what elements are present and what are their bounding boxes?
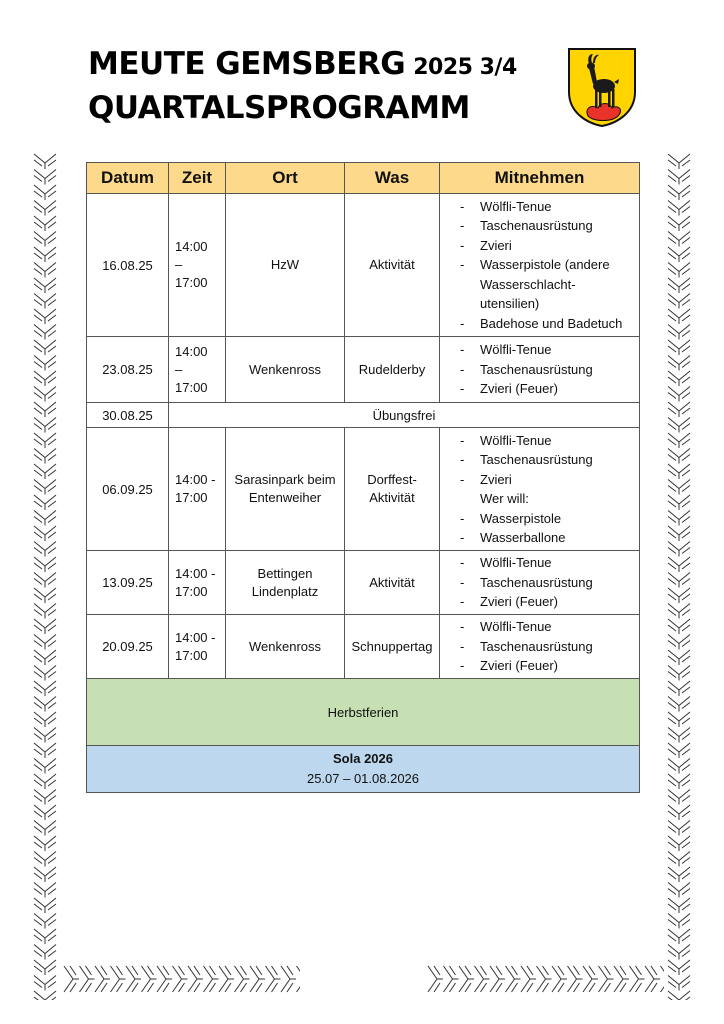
zeit-line: 17:00 — [175, 379, 208, 395]
list-item: - Taschenausrüstung — [456, 360, 633, 380]
sola-title: Sola 2026 — [333, 751, 393, 766]
ort-line: Entenweiher — [248, 490, 322, 505]
cell-ort — [226, 551, 345, 615]
mitnehmen-list — [446, 340, 633, 399]
list-item: - Wölfli-Tenue — [456, 553, 633, 573]
list-item: - Taschenausrüstung — [456, 450, 633, 470]
list-item: utensilien) — [480, 296, 540, 312]
table-header-row — [87, 163, 640, 194]
cell-herbstferien: Herbstferien — [87, 679, 640, 746]
cell-ort — [226, 428, 345, 551]
list-item: - Wölfli-Tenue — [456, 431, 633, 451]
mitnehmen-list — [446, 617, 633, 676]
sola-dates: 25.07 – 01.08.2026 — [306, 771, 420, 786]
program-table — [86, 162, 640, 793]
mitnehmen-list — [446, 431, 633, 548]
zeit-line: 14:00 - — [175, 472, 216, 487]
col-header-mitnehmen: Mitnehmen — [440, 163, 640, 194]
zeit-line: 14:00 - — [175, 629, 216, 645]
cell-zeit — [169, 428, 226, 551]
mitnehmen-list — [446, 553, 633, 612]
title-main: MEUTE GEMSBERG — [88, 46, 406, 82]
zeit-line: 17:00 — [175, 583, 208, 599]
list-item: - Taschenausrüstung — [456, 216, 633, 236]
bottom-left-border-pattern — [60, 962, 300, 996]
bottom-right-border-pattern — [424, 962, 664, 996]
list-item: Wer will: — [480, 491, 529, 506]
chamois-crest-icon — [566, 46, 638, 128]
col-header-was: Was — [345, 163, 440, 194]
zeit-line: 14:00 — [175, 239, 208, 254]
list-item: - Wasserpistole (andere — [456, 255, 633, 275]
was-line: Dorffest- — [367, 472, 417, 487]
list-item: - Taschenausrüstung — [456, 637, 633, 657]
list-item: - Wasserballone — [456, 528, 633, 548]
title-line-2: QUARTALSPROGRAMM — [88, 90, 470, 126]
list-item: - Wölfli-Tenue — [456, 340, 633, 360]
right-border-pattern — [664, 150, 694, 1000]
zeit-line: 17:00 — [175, 490, 208, 505]
cell-zeit — [169, 551, 226, 615]
cell-mitnehmen — [440, 428, 640, 551]
col-header-zeit: Zeit — [169, 163, 226, 194]
table-row — [87, 428, 640, 551]
cell-ort: HzW — [226, 194, 345, 337]
ort-line: Bettingen — [257, 565, 313, 581]
left-border-pattern — [30, 150, 60, 1000]
cell-was — [345, 428, 440, 551]
page-title — [88, 44, 517, 128]
col-header-ort: Ort — [226, 163, 345, 194]
mitnehmen-list — [446, 197, 633, 334]
list-item: - Zvieri — [456, 236, 633, 256]
cell-zeit — [169, 194, 226, 337]
table-row-herbstferien — [87, 679, 640, 746]
list-item: - Zvieri — [456, 470, 633, 490]
table-row — [87, 615, 640, 679]
cell-sola — [87, 746, 640, 793]
cell-datum: 16.08.25 — [87, 194, 169, 337]
list-item: - Zvieri (Feuer) — [456, 379, 633, 399]
list-item: - Zvieri (Feuer) — [456, 656, 633, 676]
cell-ort: Wenkenross — [226, 615, 345, 679]
col-header-datum: Datum — [87, 163, 169, 194]
list-item: - Wölfli-Tenue — [456, 617, 633, 637]
zeit-line: 17:00 — [175, 647, 208, 663]
ort-line: Sarasinpark beim — [234, 472, 336, 487]
list-item: - Wölfli-Tenue — [456, 197, 633, 217]
cell-datum: 06.09.25 — [87, 428, 169, 551]
zeit-line: – — [175, 361, 183, 377]
cell-zeit — [169, 615, 226, 679]
zeit-line: 14:00 — [175, 343, 208, 359]
zeit-line: 14:00 - — [175, 565, 216, 581]
cell-mitnehmen — [440, 615, 640, 679]
zeit-line: 17:00 — [175, 275, 208, 290]
list-item: Wasserschlacht- — [480, 276, 576, 292]
title-line-1 — [88, 44, 517, 88]
cell-ort: Wenkenross — [226, 337, 345, 403]
table-row — [87, 194, 640, 337]
cell-zeit — [169, 337, 226, 403]
list-item: - Wasserpistole — [456, 509, 633, 529]
list-item: - Badehose und Badetuch — [456, 314, 633, 334]
cell-mitnehmen — [440, 337, 640, 403]
cell-was: Rudelderby — [345, 337, 440, 403]
cell-was: Aktivität — [345, 551, 440, 615]
list-item: - Taschenausrüstung — [456, 573, 633, 593]
table-row — [87, 551, 640, 615]
list-item: - Zvieri (Feuer) — [456, 592, 633, 612]
zeit-line: – — [175, 257, 183, 272]
cell-uebungsfrei: Übungsfrei — [169, 403, 640, 428]
cell-mitnehmen — [440, 551, 640, 615]
table-row-sola — [87, 746, 640, 793]
ort-line: Lindenplatz — [251, 583, 319, 599]
cell-datum: 30.08.25 — [87, 403, 169, 428]
table-row — [87, 337, 640, 403]
was-line: Aktivität — [369, 490, 415, 505]
table-row-uebungsfrei — [87, 403, 640, 428]
cell-was: Schnuppertag — [345, 615, 440, 679]
cell-mitnehmen — [440, 194, 640, 337]
cell-datum: 13.09.25 — [87, 551, 169, 615]
cell-datum: 23.08.25 — [87, 337, 169, 403]
title-quarter: 2025 3/4 — [413, 55, 517, 80]
cell-datum: 20.09.25 — [87, 615, 169, 679]
cell-was: Aktivität — [345, 194, 440, 337]
